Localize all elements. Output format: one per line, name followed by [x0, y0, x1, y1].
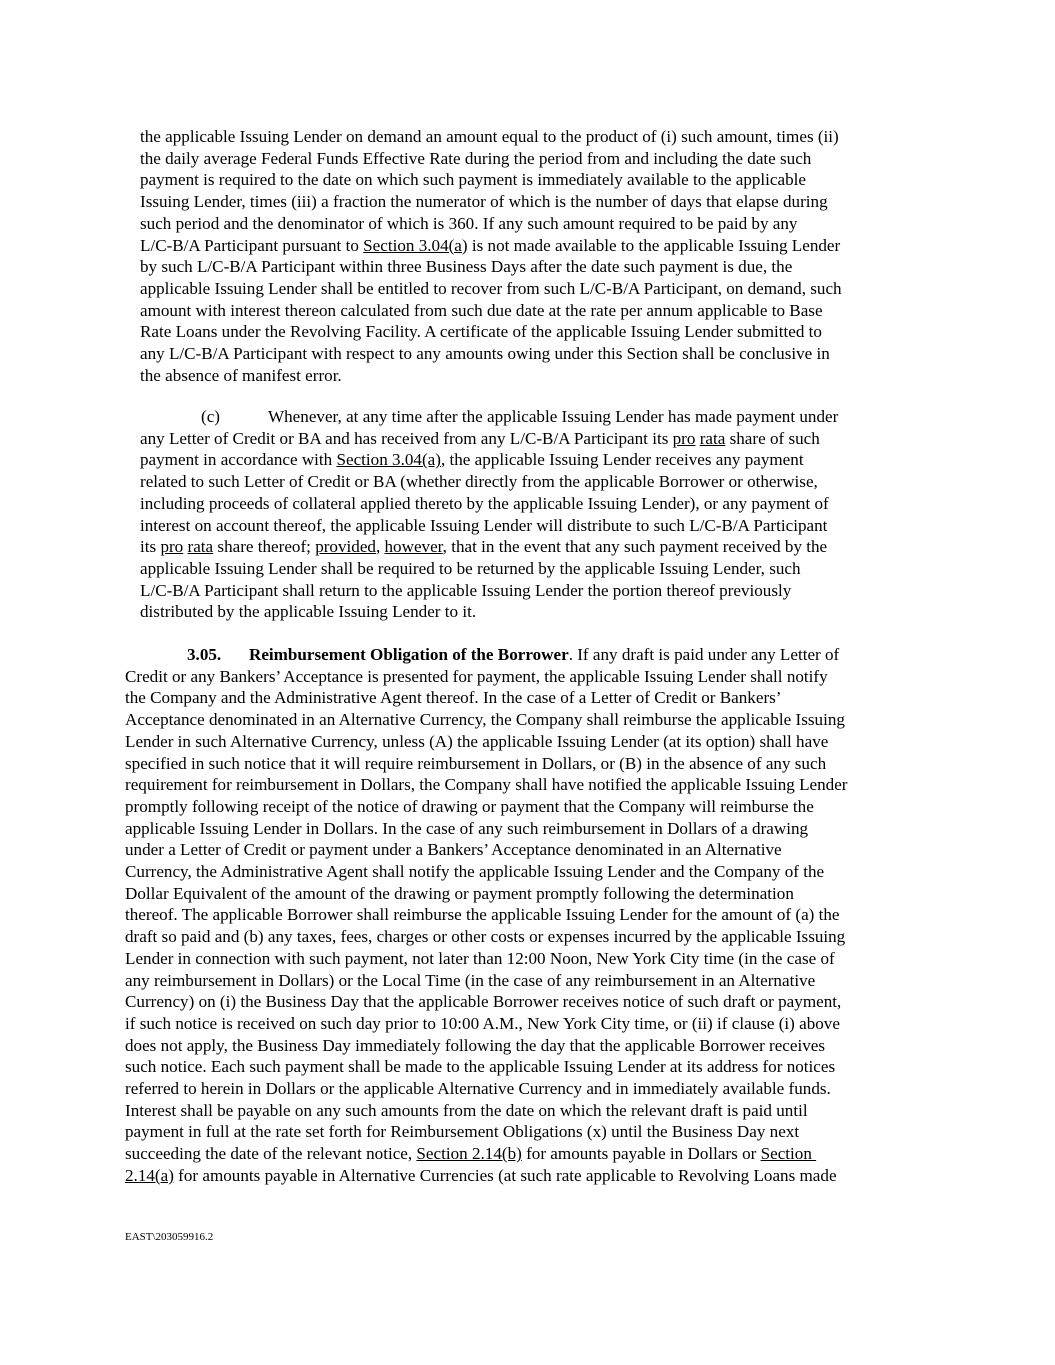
text-line: Issuing Lender, times (iii) a fraction the numerator of which is the number of days that elapse during — [140, 192, 828, 212]
text-run: share thereof; — [213, 537, 316, 557]
text-run: , the applicable Issuing Lender receives any payment — [440, 450, 804, 470]
text-line: Lender in such Alternative Currency, unless (A) the applicable Issuing Lender (at its option) shall have — [125, 731, 829, 751]
text-line: interest on account thereof, the applicable Issuing Lender will distribute to such L/C-B/A Participant — [140, 515, 828, 535]
text-line: requirement for reimbursement in Dollars, the Company shall have notified the applicable Issuing Lender — [125, 775, 848, 795]
text-line: any L/C-B/A Participant with respect to any amounts owing under this Section shall be conclusive in — [140, 344, 830, 364]
text-line — [140, 406, 838, 428]
text-line: Dollar Equivalent of the amount of the drawing or payment promptly following the determination — [125, 883, 794, 903]
text-line: payment is required to the date on which such payment is immediately available to the applicable — [140, 170, 806, 190]
text-line: applicable Issuing Lender shall be required to be returned by the applicable Issuing Lender, such — [140, 558, 801, 578]
section-reference-2-14b: Section 2.14(b) — [416, 1144, 522, 1164]
text-line: Credit or any Bankers’ Acceptance is presented for payment, the applicable Issuing Lender shall notify — [125, 666, 828, 686]
text-run: any Letter of Credit or BA and has received from any L/C-B/A Participant its — [140, 428, 673, 448]
text-line — [140, 235, 842, 257]
text-line: any reimbursement in Dollars) or the Local Time (in the case of any reimbursement in an Alternative — [125, 970, 816, 990]
text-line: the absence of manifest error. — [140, 365, 342, 385]
however-term: however — [384, 537, 443, 557]
pro-term: pro — [672, 428, 696, 448]
text-line: specified in such notice that it will require reimbursement in Dollars, or (B) in the absence of any such — [125, 753, 827, 773]
text-run: for amounts payable in Alternative Currencies (at such rate applicable to Revolving Loans made — [173, 1165, 837, 1185]
text-line: L/C-B/A Participant shall return to the applicable Issuing Lender the portion thereof previously — [140, 580, 792, 600]
text-run: is not made available to the applicable Issuing Lender — [467, 235, 841, 255]
provided-term: provided — [315, 537, 376, 557]
text-line: related to such Letter of Credit or BA (whether directly from the applicable Borrower or otherwise, — [140, 472, 818, 492]
text-line — [140, 449, 838, 471]
text-line: Currency, the Administrative Agent shall notify the applicable Issuing Lender and the Company of the — [125, 862, 825, 882]
text-line: if such notice is received on such day prior to 10:00 A.M., New York City time, or (ii) if clause (i) above — [125, 1013, 840, 1033]
section-reference-3-04a: Section 3.04(a) — [336, 450, 441, 470]
text-line: Rate Loans under the Revolving Facility. A certificate of the applicable Issuing Lender submitted to — [140, 322, 822, 342]
text-run: Whenever, at any time after the applicable Issuing Lender has made payment under — [268, 407, 839, 426]
section-heading-line — [125, 644, 847, 666]
text-line: distributed by the applicable Issuing Lender to it. — [140, 602, 477, 622]
text-line — [140, 428, 838, 450]
paragraph-c — [140, 406, 838, 623]
text-run: its — [140, 537, 161, 557]
text-line: by such L/C-B/A Participant within three Business Days after the date such payment is due, the — [140, 257, 793, 277]
section-3-05 — [125, 644, 847, 1187]
text-line: the daily average Federal Funds Effective Rate during the period from and including the date such — [140, 148, 812, 168]
text-line: referred to herein in Dollars or the applicable Alternative Currency and in immediately available funds. — [125, 1079, 831, 1099]
text-run: for amounts payable in Dollars or — [521, 1144, 761, 1164]
text-run: payment in accordance with — [140, 450, 337, 470]
text-line: including proceeds of collateral applied thereto by the applicable Issuing Lender), or any payment of — [140, 493, 829, 513]
text-run: L/C-B/A Participant pursuant to — [140, 235, 364, 255]
text-line: applicable Issuing Lender in Dollars. In the case of any such reimbursement in Dollars of a drawing — [125, 818, 809, 838]
text-line — [140, 536, 838, 558]
section-reference-2-14a: Section — [760, 1144, 817, 1164]
text-line: Lender in connection with such payment, not later than 12:00 Noon, New York City time (in the case of — [125, 948, 835, 968]
text-line: promptly following receipt of the notice of drawing or payment that the Company will reimburse the — [125, 796, 814, 816]
section-heading: Reimbursement Obligation of the Borrower — [249, 645, 569, 664]
text-line: Currency) on (i) the Business Day that the applicable Borrower receives notice of such draft or payment, — [125, 992, 842, 1012]
pro-term: pro — [160, 537, 184, 557]
section-number: 3.05. — [187, 645, 222, 664]
text-line: Interest shall be payable on any such amounts from the date on which the relevant draft is paid until — [125, 1100, 808, 1120]
text-line: under a Letter of Credit or payment under a Bankers’ Acceptance denominated in an Alternative — [125, 840, 782, 860]
text-line: payment in full at the rate set forth for Reimbursement Obligations (x) until the Business Day next — [125, 1122, 800, 1142]
document-id-footer: EAST\203059916.2 — [125, 1231, 214, 1243]
text-line: draft so paid and (b) any taxes, fees, charges or other costs or expenses incurred by the applicable Issuing — [125, 927, 846, 947]
text-line: Acceptance denominated in an Alternative Currency, the Company shall reimburse the applicable Issuing — [125, 710, 845, 730]
text-line: the applicable Issuing Lender on demand an amount equal to the product of (i) such amount, times (ii) — [140, 127, 839, 146]
text-run: , that in the event that any such payment received by the — [442, 537, 828, 557]
paragraph-b-continued — [140, 126, 842, 386]
text-line: such notice. Each such payment shall be made to the applicable Issuing Lender at its address for notices — [125, 1057, 836, 1077]
text-run: share of such — [725, 428, 820, 448]
text-line: the Company and the Administrative Agent thereof. In the case of a Letter of Credit or Bankers’ — [125, 688, 782, 708]
section-reference-3-04a: Section 3.04(a) — [363, 235, 468, 255]
text-line: amount with interest thereon calculated from such due date at the rate per annum applicable to Base — [140, 300, 823, 320]
text-run: . If any draft is paid under any Letter of — [568, 645, 840, 664]
section-reference-2-14a: 2.14(a) — [125, 1165, 174, 1185]
text-line — [125, 1143, 847, 1165]
text-line — [125, 1165, 847, 1187]
paragraph-label: (c) — [201, 407, 220, 426]
text-line: does not apply, the Business Day immediately following the day that the applicable Borrower receives — [125, 1035, 826, 1055]
text-line: such period and the denominator of which is 360. If any such amount required to be paid by any — [140, 213, 798, 233]
text-line: applicable Issuing Lender shall be entitled to recover from such L/C-B/A Participant, on demand, such — [140, 278, 842, 298]
text-run: , — [375, 537, 385, 557]
rata-term: rata — [699, 428, 726, 448]
text-run: succeeding the date of the relevant notice, — [125, 1144, 417, 1164]
text-line: thereof. The applicable Borrower shall reimburse the applicable Issuing Lender for the amount of (a) the — [125, 905, 840, 925]
rata-term: rata — [187, 537, 214, 557]
